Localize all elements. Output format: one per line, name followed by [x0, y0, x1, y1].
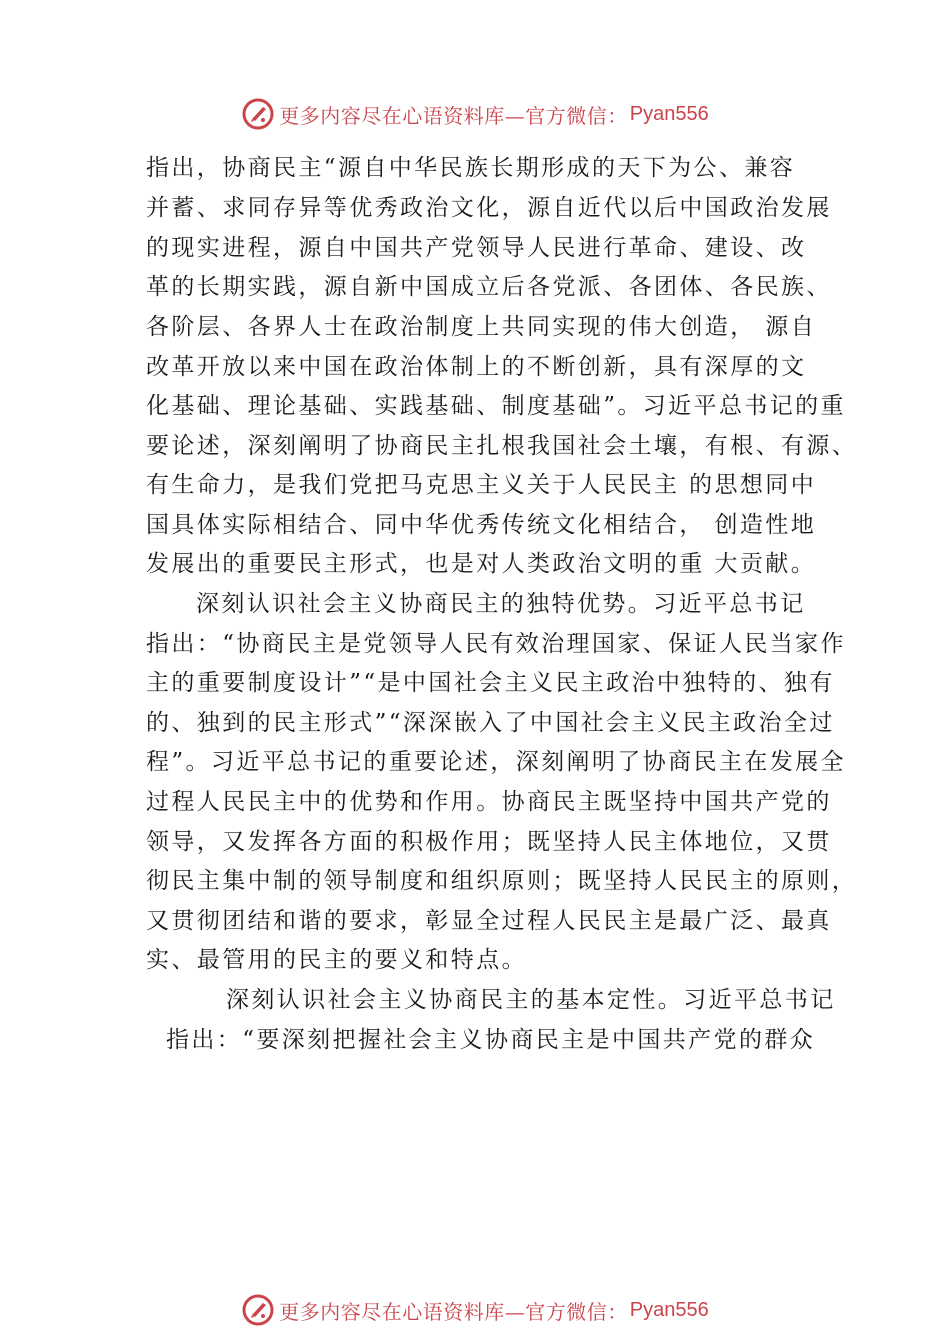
body-line: 化基础、理论基础、实践基础、制度基础”。习近平总书记的重 — [146, 393, 846, 419]
footer-banner — [0, 1290, 950, 1330]
body-line: 改革开放以来中国在政治体制上的不断创新，具有深厚的文 — [146, 354, 807, 380]
body-line: 有生命力，是我们党把马克思主义关于人民民主 的思想同中 — [146, 472, 817, 498]
body-line: 主的重要制度设计”“是中国社会主义民主政治中独特的、独有 — [146, 670, 835, 696]
body-line: 过程人民民主中的优势和作用。协商民主既坚持中国共产党的 — [146, 789, 832, 815]
body-line: 又贯彻团结和谐的要求，彰显全过程人民民主是最广泛、最真 — [146, 908, 832, 934]
footer-wechat-id: Pyan556 — [629, 1298, 709, 1321]
header-banner — [0, 94, 950, 134]
paragraph-heading-line: 深刻认识社会主义协商民主的独特优势。习近平总书记 — [196, 591, 806, 617]
body-line: 程”。习近平总书记的重要论述，深刻阐明了协商民主在发展全 — [146, 749, 846, 775]
body-line: 各阶层、各界人士在政治制度上共同实现的伟大创造， 源自 — [146, 314, 817, 340]
header-wechat-id: Pyan556 — [629, 102, 709, 125]
header-banner-text: 更多内容尽在心语资料库—官方微信： — [279, 103, 628, 128]
body-line: 发展出的重要民主形式，也是对人类政治文明的重 大贡献。 — [146, 551, 817, 577]
brand-logo-icon — [241, 97, 275, 131]
body-line: 国具体实际相结合、同中华优秀传统文化相结合， 创造性地 — [146, 512, 817, 538]
brand-logo-icon — [241, 1293, 275, 1327]
paragraph-heading-line: 深刻认识社会主义协商民主的基本定性。习近平总书记 — [226, 987, 836, 1013]
body-line: 要论述，深刻阐明了协商民主扎根我国社会土壤，有根、有源、 — [146, 433, 858, 459]
body-line: 指出：“协商民主是党领导人民有效治理国家、保证人民当家作 — [146, 631, 846, 657]
body-line: 的现实进程，源自中国共产党领导人民进行革命、建设、改 — [146, 235, 807, 261]
body-line: 指出，协商民主“源自中华民族长期形成的天下为公、兼容 — [146, 155, 796, 181]
body-line: 指出：“要深刻把握社会主义协商民主是中国共产党的群众 — [166, 1027, 816, 1053]
body-line: 革的长期实践，源自新中国成立后各党派、各团体、各民族、 — [146, 274, 832, 300]
body-line: 的、独到的民主形式”“深深嵌入了中国社会主义民主政治全过 — [146, 710, 835, 736]
body-line: 并蓄、求同存异等优秀政治文化，源自近代以后中国政治发展 — [146, 195, 832, 221]
footer-banner-text: 更多内容尽在心语资料库—官方微信： — [279, 1299, 628, 1324]
body-line: 彻民主集中制的领导制度和组织原则；既坚持人民民主的原则， — [146, 868, 858, 894]
body-line: 领导，又发挥各方面的积极作用；既坚持人民主体地位，又贯 — [146, 829, 832, 855]
body-line: 实、最管用的民主的要义和特点。 — [146, 947, 527, 973]
